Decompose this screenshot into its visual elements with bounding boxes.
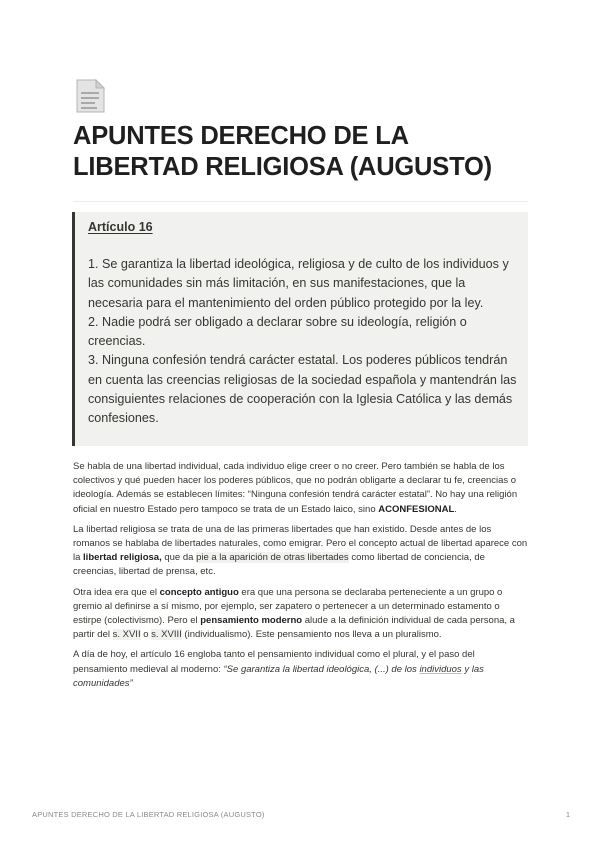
paragraph-text: o	[140, 629, 152, 641]
quote-item-1: 1. Se garantiza la libertad ideológica, religiosa y de culto de los individuos y las comunidades sin más limitación, en sus manifestaciones, que la necesaria para el mantenimiento del orden público protegido por la ley.	[88, 257, 509, 310]
highlighted-text: s. XVIII	[151, 629, 182, 641]
italic-quote: “Se garantiza la libertad ideológica, (...) de los	[223, 663, 420, 675]
italic-quote: individuos	[419, 663, 462, 675]
body-content	[73, 460, 529, 697]
page-title: APUNTES DERECHO DE LA LIBERTAD RELIGIOSA (AUGUSTO)	[73, 122, 492, 181]
paragraph-text: como libertad de conciencia, de creencias, libertad de prensa, etc.	[73, 552, 485, 578]
bold-text: ACONFESIONAL	[378, 503, 455, 515]
bold-text: pensamiento moderno	[200, 615, 303, 627]
footer-page-number: 1	[565, 810, 570, 819]
quote-item-3: 3. Ninguna confesión tendrá carácter estatal. Los poderes públicos tendrán en cuenta las creencias religiosas de la sociedad española y mantendrán las consiguientes relaciones de cooperación con la Iglesia Católica y las demás confesiones.	[88, 353, 517, 426]
bold-text: libertad religiosa,	[83, 552, 162, 564]
quote-item-2: 2. Nadie podrá ser obligado a declarar sobre su ideología, religión o creencias.	[88, 314, 467, 349]
paragraph-4	[73, 648, 529, 691]
paragraph-text: (individualismo). Este pensamiento nos lleva a un pluralismo.	[181, 629, 442, 641]
paragraph-text: era que una persona se declaraba perteneciente a un grupo o gremio al definirse a sí mismo, por ejemplo, ser zapatero o pertenecer a un determinado estamento o estirpe (colectivismo). Pero el	[73, 586, 503, 627]
article-quote-block	[72, 212, 528, 446]
paragraph-2	[73, 523, 529, 580]
paragraph-text: Se habla de una libertad individual, cada individuo elige creer o no creer. Pero también se habla de los colectivos y qué pueden hacer los poderes públicos, que no podrán obligarte a declarar tu fe, creencias o ideología. Además se establecen límites: “Ninguna confesión tendrá carácter estatal”. No hay una religión oficial en nuestro Estado pero tampoco se trata de un Estado laico, sino	[73, 461, 518, 515]
quote-heading: Artículo 16	[88, 220, 153, 234]
highlighted-text: pie a la aparición de otras libertades	[196, 552, 349, 564]
paragraph-text: alude a la definición individual de cada persona, a partir del	[73, 615, 515, 641]
italic-quote: y las comunidades”	[73, 663, 484, 689]
divider	[73, 201, 528, 202]
paragraph-3	[73, 586, 529, 643]
footer-title: APUNTES DERECHO DE LA LIBERTAD RELIGIOSA (AUGUSTO)	[32, 810, 265, 819]
paragraph-text: La libertad religiosa se trata de una de las primeras libertades que han existido. Desde antes de los romanos se hablaba de libertades naturales, como emigrar. Pero el concepto actual de libertad aparece con la	[73, 523, 528, 564]
highlighted-text: s. XVII	[112, 629, 141, 641]
document-icon	[74, 79, 106, 113]
paragraph-1	[73, 460, 529, 517]
quote-text	[88, 255, 518, 429]
bold-text: concepto antiguo	[159, 586, 239, 598]
paragraph-text: Otra idea era que el	[73, 586, 160, 598]
paragraph-text: A día de hoy, el artículo 16 engloba tanto el pensamiento individual como el plural, y el paso del pensamiento medieval al moderno:	[73, 649, 475, 675]
paragraph-text: .	[454, 503, 457, 515]
paragraph-text: que da	[161, 552, 197, 564]
